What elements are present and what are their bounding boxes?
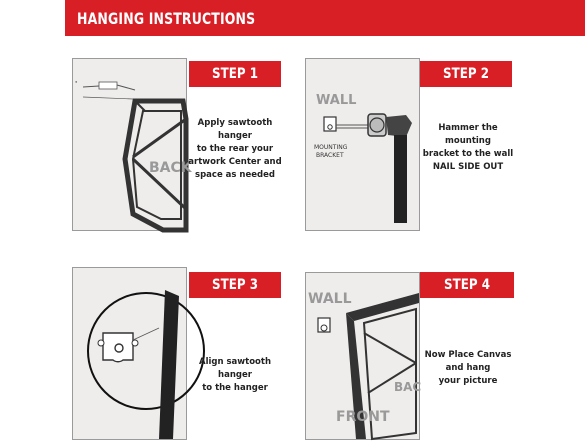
caption-line: bracket to the wall (422, 149, 514, 159)
page-title: HANGING INSTRUCTIONS (77, 8, 256, 28)
caption-line: Apply sawtooth hanger (197, 118, 273, 141)
step-3-illustration (72, 267, 187, 440)
caption-line: NAIL SIDE OUT (432, 162, 504, 172)
caption-line: Now Place Canvas (424, 350, 512, 360)
caption-line: and hang (445, 363, 491, 373)
sawtooth-hanger-rear-icon (73, 59, 192, 230)
step-2-badge (420, 61, 512, 87)
step-4-label: STEP 4 (444, 277, 490, 293)
step-3-label: STEP 3 (212, 277, 258, 293)
caption-line: Align sawtooth hanger (198, 357, 271, 380)
step-1-caption (185, 117, 285, 182)
wall-label: WALL (316, 93, 357, 108)
front-label: FRONT (336, 409, 390, 425)
step-4-caption (416, 349, 520, 388)
step-4-badge (420, 272, 514, 298)
caption-line: to the rear your (196, 144, 274, 154)
step-1-illustration (72, 58, 192, 231)
caption-line: to the hanger (202, 383, 268, 393)
caption-line: artwork Center and (188, 157, 282, 167)
step-2-label: STEP 2 (443, 66, 489, 82)
hang-canvas-icon (306, 273, 422, 439)
bracket-label-line1: MOUNTING (314, 144, 348, 151)
bracket-label-line2: BRACKET (316, 152, 344, 159)
step-1-label: STEP 1 (212, 66, 258, 82)
back-label: BAC (394, 380, 422, 394)
step-2-caption (416, 122, 520, 174)
caption-line: Hammer the mounting (438, 123, 498, 146)
step-3-badge (189, 272, 281, 298)
step-2-illustration (305, 58, 420, 231)
wall-label: WALL (308, 291, 352, 307)
header-banner (65, 0, 585, 36)
hammer-bracket-icon (306, 59, 419, 230)
back-label: BACK (149, 160, 192, 176)
step-4-illustration (305, 272, 420, 440)
caption-line: space as needed (195, 170, 275, 180)
step-1-badge (189, 61, 281, 87)
align-hanger-icon (73, 268, 186, 439)
caption-line: your picture (438, 376, 498, 386)
svg-text:●: ● (75, 79, 78, 84)
step-3-caption (185, 356, 285, 395)
